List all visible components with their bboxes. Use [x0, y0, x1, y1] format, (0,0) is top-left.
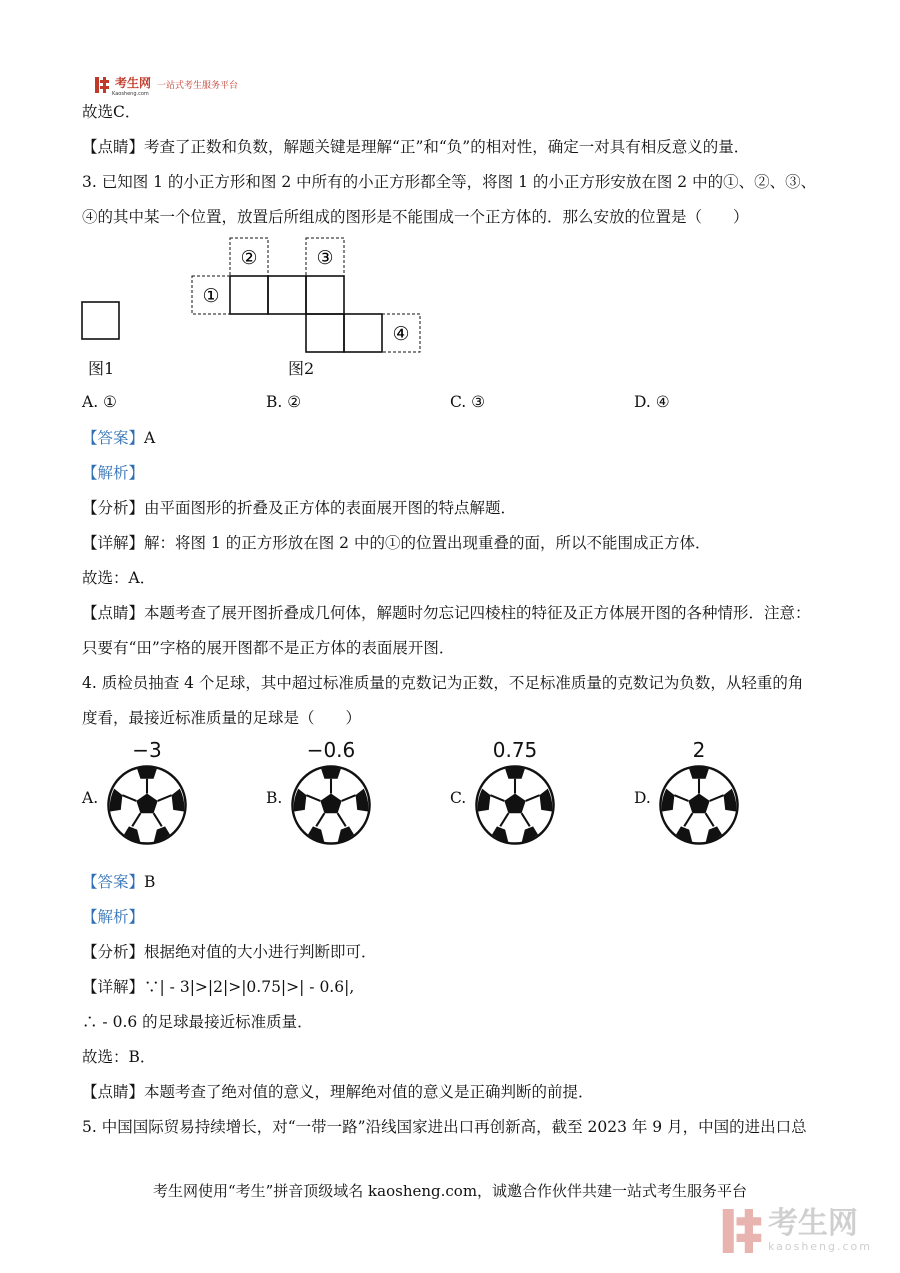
ball-value: −3: [132, 738, 162, 762]
logo-domain: Kaosheng.com: [112, 91, 149, 97]
tag-dianjing: 【点睛】: [82, 1083, 145, 1101]
text-line: [82, 136, 749, 158]
tag-answer: 【答案】: [82, 873, 145, 891]
tag-dianjing: 【点睛】: [82, 138, 145, 156]
ball-value: 0.75: [492, 738, 538, 762]
question-3-cont: ④的其中某一个位置，放置后所组成的图形是不能围成一个正方体的．那么安放的位置是（ ）: [82, 208, 749, 226]
slot-1-label: ①: [202, 285, 220, 307]
slot-3-label: ③: [316, 247, 334, 269]
question-5: 5. 中国国际贸易持续增长，对“一带一路”沿线国家进出口再创新高，截至 2023 年 9 月，中国的进出口总: [82, 1118, 807, 1136]
text-span: 由平面图形的折叠及正方体的表面展开图的特点解题．: [144, 499, 517, 517]
watermark: [722, 1208, 872, 1253]
logo-slogan: 一站式考生服务平台: [157, 81, 239, 91]
net-figure: [78, 236, 428, 361]
fig1-square: [82, 302, 119, 339]
soccer-ball-icon: [106, 764, 188, 846]
ball-value: −0.6: [306, 738, 356, 762]
tag-dianjing: 【点睛】: [82, 604, 145, 622]
text-line: [82, 497, 516, 519]
tag-xiangjie: 【详解】: [82, 534, 145, 552]
slot-4-label: ④: [392, 323, 410, 345]
text-line: 故选C．: [82, 103, 141, 121]
answer-value: A: [144, 429, 156, 447]
text-line: [82, 532, 710, 554]
tag-answer: 【答案】: [82, 429, 145, 447]
logo-icon: [95, 77, 109, 93]
tag-fenxi: 【分析】: [82, 943, 145, 961]
text-line: [82, 602, 811, 624]
text-line: ∴ - 0.6 的足球最接近标准质量．: [82, 1013, 313, 1031]
tag-analysis: 【解析】: [82, 464, 145, 482]
text-span: 本题考查了绝对值的意义，理解绝对值的意义是正确判断的前提．: [144, 1083, 594, 1101]
option-d: D. ④: [634, 393, 670, 411]
text-line: 故选：A．: [82, 569, 156, 587]
net-square: [344, 314, 382, 352]
text-span: 本题考查了展开图折叠成几何体，解题时勿忘记四棱柱的特征及正方体展开图的各种情形．注意：: [144, 604, 811, 622]
text-line: [82, 941, 377, 963]
net-square: [306, 314, 344, 352]
answer-value: B: [144, 873, 156, 891]
ball-option-letter: A.: [82, 789, 99, 807]
fig2-caption: 图2: [288, 359, 315, 378]
option-c: C. ③: [450, 393, 486, 411]
slot-2-label: ②: [240, 247, 258, 269]
text-line: [82, 1081, 594, 1103]
option-a: A. ①: [82, 393, 117, 411]
text-span: 根据绝对值的大小进行判断即可．: [144, 943, 377, 961]
soccer-ball-icon: [474, 764, 556, 846]
text-line: [82, 976, 354, 998]
header-logo: [95, 72, 238, 97]
ball-option-letter: D.: [634, 789, 651, 807]
option-b: B. ②: [266, 393, 302, 411]
ball-value: 2: [692, 738, 706, 762]
soccer-ball-icon: [658, 764, 740, 846]
ball-option-letter: B.: [266, 789, 283, 807]
watermark-name: 考生网: [767, 1206, 858, 1241]
soccer-ball-icon: [290, 764, 372, 846]
answer-4: [82, 871, 155, 893]
text-span: 考查了正数和负数，解题关键是理解“正”和“负”的相对性，确定一对具有相反意义的量．: [144, 138, 750, 156]
watermark-domain: kaosheng.com: [767, 1240, 872, 1253]
net-square: [230, 276, 268, 314]
text-line: 故选：B．: [82, 1048, 156, 1066]
net-square: [268, 276, 306, 314]
tag-xiangjie: 【详解】: [82, 978, 145, 996]
page-footer: 考生网使用“考生”拼音顶级域名 kaosheng.com，诚邀合作伙伴共建一站式考生服务平台: [152, 1182, 748, 1200]
text-span: 解：将图 1 的正方形放在图 2 中的①的位置出现重叠的面，所以不能围成正方体．: [144, 534, 711, 552]
tag-analysis: 【解析】: [82, 908, 145, 926]
question-3: 3. 已知图 1 的小正方形和图 2 中所有的小正方形都全等，将图 1 的小正方形安放在图 2 中的①、②、③、: [82, 173, 817, 191]
question-4: 4. 质检员抽查 4 个足球，其中超过标准质量的克数记为正数，不足标准质量的克数记为负数，从轻重的角: [82, 674, 804, 692]
text-span: ∵| - 3|>|2|>|0.75|>| - 0.6|,: [144, 978, 355, 996]
logo-name: 考生网: [115, 76, 152, 90]
fig1-caption: 图1: [88, 359, 115, 378]
question-4-cont: 度看，最接近标准质量的足球是（ ）: [82, 709, 362, 727]
ball-option-letter: C.: [450, 789, 467, 807]
text-line: 只要有“田”字格的展开图都不是正方体的表面展开图．: [82, 639, 455, 657]
net-square: [306, 276, 344, 314]
tag-fenxi: 【分析】: [82, 499, 145, 517]
watermark-logo-icon: [722, 1209, 762, 1253]
answer-3: [82, 427, 155, 449]
